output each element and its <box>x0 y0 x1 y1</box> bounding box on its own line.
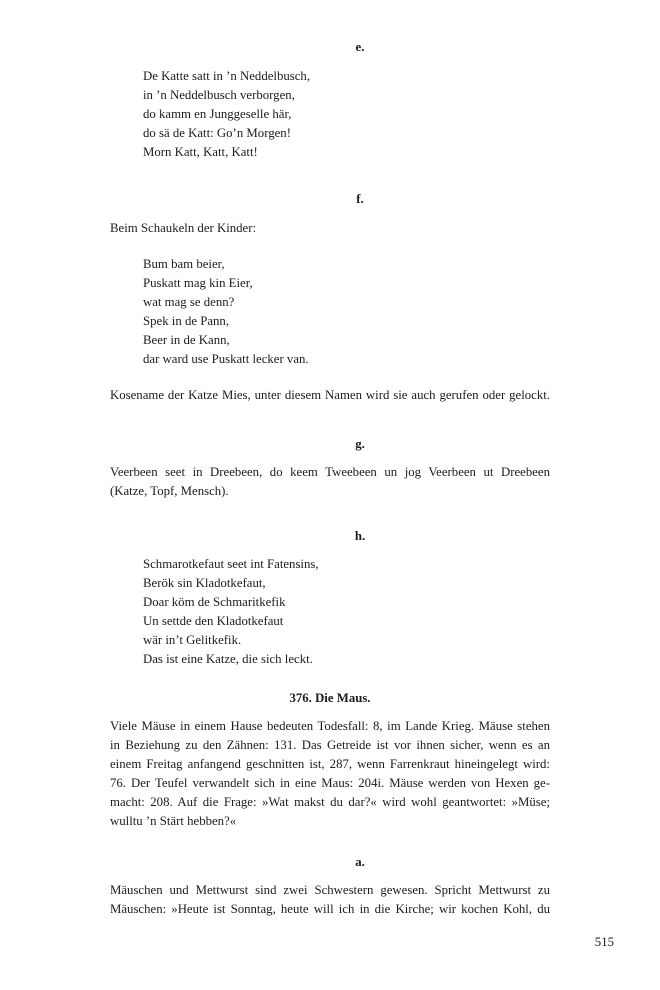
section-e-heading: e. <box>355 40 365 54</box>
section-h-heading: h. <box>354 529 366 543</box>
verse-line: in ’n Neddelbusch verborgen, <box>143 88 295 102</box>
verse-line: Beer in de Kann, <box>143 333 230 347</box>
section-f-heading: f. <box>356 192 364 206</box>
section-g-heading: g. <box>355 437 365 451</box>
section-h-verse <box>110 555 550 669</box>
section-a-paragraph <box>110 881 550 919</box>
section-e-verse <box>110 67 550 162</box>
verse-line: Berök sin Kladotkefaut, <box>143 576 266 590</box>
verse-line: dar ward use Puskatt lecker van. <box>143 352 309 366</box>
section-f-intro: Beim Schaukeln der Kinder: <box>110 221 257 235</box>
verse-line: Spek in de Pann, <box>143 314 230 328</box>
page-number: 515 <box>594 935 614 949</box>
paragraph-line: in Beziehung zu den Zähnen: 131. Das Getreide ist vor ihnen sicher, wenn es an <box>110 738 550 752</box>
verse-line: wat mag se denn? <box>143 295 235 309</box>
verse-line: do kamm en Junggeselle här, <box>143 107 292 121</box>
verse-line: wär in’t Gelitkefik. <box>143 633 242 647</box>
verse-line: do sä de Katt: Go’n Morgen! <box>143 126 291 140</box>
page-content <box>110 38 550 919</box>
paragraph-line: macht: 208. Auf die Frage: »Wat makst du dar?« wird wohl geantwortet: »Müse; <box>110 795 550 809</box>
paragraph-line: (Katze, Topf, Mensch). <box>110 484 229 498</box>
paragraph-line: Mäuschen: »Heute ist Sonntag, heute will ich in die Kirche; wir kochen Kohl, du <box>110 902 550 916</box>
verse-line: Das ist eine Katze, die sich leckt. <box>143 652 313 666</box>
verse-line: Un settde den Kladotkefaut <box>143 614 284 628</box>
paragraph-line: einem Freitag anfangend geschnitten ist, 287, wenn Farrenkraut hineingelegt wird: <box>110 757 550 771</box>
verse-line: Puskatt mag kin Eier, <box>143 276 253 290</box>
verse-line: Schmarotkefaut seet int Fatensins, <box>143 557 319 571</box>
section-maus-heading: 376. Die Maus. <box>289 691 371 705</box>
section-f-note: Kosename der Katze Mies, unter diesem Namen wird sie auch gerufen oder gelockt. <box>110 388 550 402</box>
verse-line: De Katte satt in ’n Neddelbusch, <box>143 69 311 83</box>
section-maus-paragraph <box>110 717 550 831</box>
section-a-heading: a. <box>355 855 365 869</box>
section-g-paragraph <box>110 463 550 501</box>
paragraph-line: Mäuschen und Mettwurst sind zwei Schwestern gewesen. Spricht Mettwurst zu <box>110 883 550 897</box>
paragraph-line: wulltu ’n Stärt hebben?« <box>110 814 237 828</box>
verse-line: Doar köm de Schmaritkefik <box>143 595 286 609</box>
paragraph-line: Veerbeen seet in Dreebeen, do keem Tweebeen un jog Veerbeen ut Dreebeen <box>110 465 550 479</box>
paragraph-line: Viele Mäuse in einem Hause bedeuten Todesfall: 8, im Lande Krieg. Mäuse stehen <box>110 719 550 733</box>
section-f-verse <box>110 255 550 369</box>
verse-line: Bum bam beier, <box>143 257 225 271</box>
verse-line: Morn Katt, Katt, Katt! <box>143 145 258 159</box>
paragraph-line: 76. Der Teufel verwandelt sich in eine Maus: 204i. Mäuse werden von Hexen ge- <box>110 776 550 790</box>
